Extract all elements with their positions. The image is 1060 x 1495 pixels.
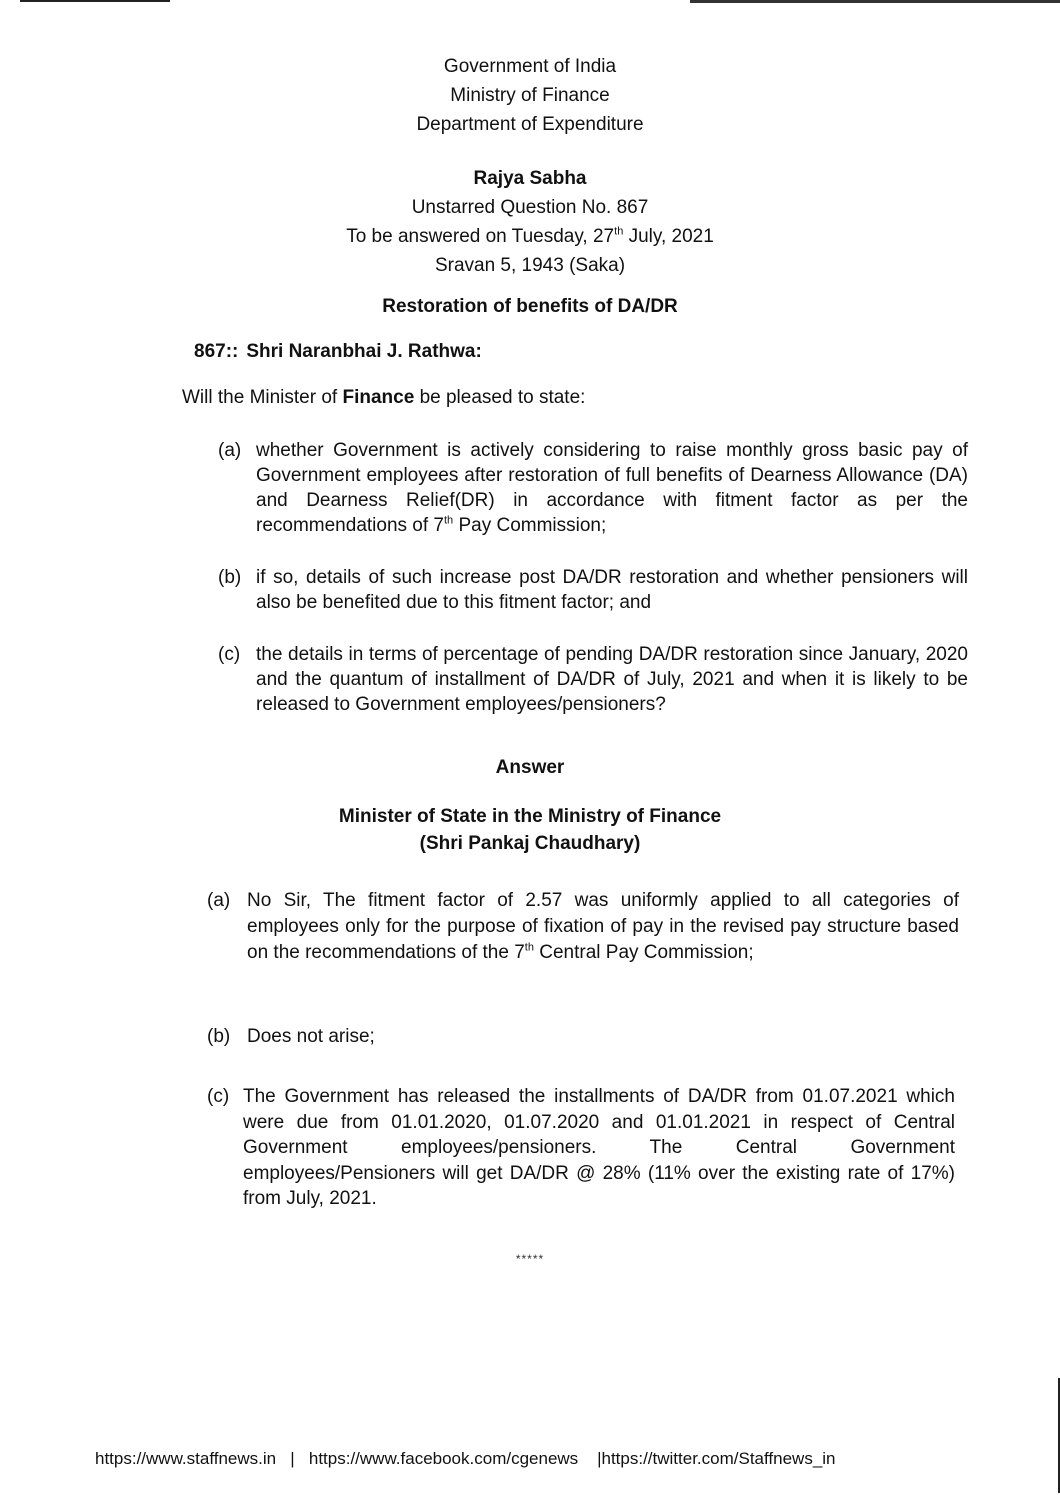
house-name: Rajya Sabha [473,168,587,189]
item-text [247,888,959,966]
question-item [218,642,968,717]
footer-separator: | [597,1449,602,1468]
intro-text: be pleased to state: [414,387,586,408]
asker-number: 867:: [194,341,239,362]
asker-name: Shri Naranbhai J. Rathwa: [246,341,482,362]
ordinal-suffix: th [614,225,624,238]
item-text-part: No Sir, The fitment factor of 2.57 was uniformly applied to all categories of employees only for the purpose of fixation of pay in the revised pay structure based on the recommendations of the 7 [247,890,959,963]
item-text: Does not arise; [247,1026,375,1047]
footer-link-facebook[interactable]: https://www.facebook.com/cgenews [308,1449,579,1468]
scan-edge-artifact [20,0,170,2]
item-text [256,438,968,538]
minister-block [0,803,1060,857]
minister-title: Minister of State in the Ministry of Finance [338,806,722,827]
item-text: if so, details of such increase post DA/DR restoration and whether pensioners will also be benefited due to this fitment factor; and [256,567,968,613]
letterhead [0,52,1060,139]
answer-date [0,222,1060,251]
asker [194,341,490,363]
end-mark: ***** [515,1252,545,1266]
answer-date-text: To be answered on Tuesday, 27 [346,226,615,247]
item-text: the details in terms of percentage of pending DA/DR restoration since January, 2020 and the quantum of installment of DA/DR of July, 2021 and when it is likely to be released to Government employees/pensioners? [256,644,968,715]
item-label: (a) [207,890,231,911]
question-number: Unstarred Question No. 867 [411,197,649,218]
question-item [218,438,968,538]
item-label: (c) [218,644,241,665]
footer-link-twitter[interactable]: https://twitter.com/Staffnews_in [601,1449,836,1468]
saka-date: Sravan 5, 1943 (Saka) [434,255,626,276]
scan-edge-artifact [690,0,1060,3]
answer-heading: Answer [495,757,565,778]
footer-separator: | [290,1449,295,1468]
item-text-part: whether Government is actively considering to raise monthly gross basic pay of Government employees after restoration of full benefits of Dearness Allowance (DA) and Dearness Relief(DR) in accordance with fitment factor as per the recommendations of 7 [256,440,968,536]
letterhead-ministry: Ministry of Finance [450,85,610,106]
ordinal-suffix: th [524,941,534,954]
answer-item [207,1024,959,1049]
subject-heading: Restoration of benefits of DA/DR [382,296,678,317]
item-label: (a) [218,440,242,461]
item-label: (b) [218,567,242,588]
question-intro [182,387,585,409]
item-text-part: Central Pay Commission; [533,942,754,963]
item-label: (b) [207,1026,231,1047]
question-item [218,565,968,615]
letterhead-department: Department of Expenditure [416,114,644,135]
item-text-part: Pay Commission; [453,515,607,536]
answer-date-text: July, 2021 [623,226,714,247]
intro-bold: Finance [342,387,415,408]
ordinal-suffix: th [444,514,454,527]
item-label: (c) [207,1086,230,1107]
letterhead-government: Government of India [443,56,617,77]
answer-item [207,1084,955,1212]
footer-link-staffnews[interactable]: https://www.staffnews.in [95,1449,277,1468]
item-text: The Government has released the installments of DA/DR from 01.07.2021 which were due from 01.01.2020, 01.07.2020 and 01.01.2021 in respect of Central Government employees/pensioners. The Central Government employees/Pensioners will get DA/DR @ 28% (11% over the existing rate of 17%) from July, 2021. [243,1086,955,1209]
answer-item [207,888,959,966]
question-info [0,165,1060,280]
footer-links [95,1449,836,1469]
minister-name: (Shri Pankaj Chaudhary) [419,833,641,854]
intro-text: Will the Minister of [182,387,343,408]
